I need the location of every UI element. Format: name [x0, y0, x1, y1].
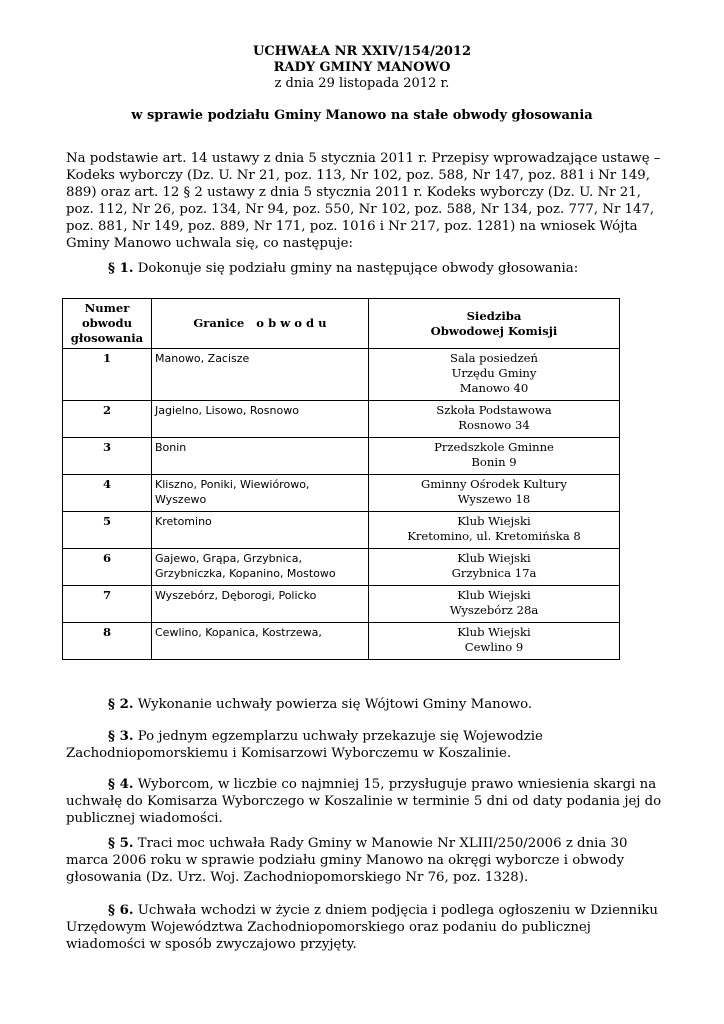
section-text: Wykonanie uchwały powierza się Wójtowi Gminy Manowo. — [137, 697, 533, 712]
council-name: RADY GMINY MANOWO — [273, 60, 451, 75]
table-row — [63, 475, 620, 512]
header-seat: Siedziba Obwodowej Komisji — [369, 299, 620, 349]
district-borders: Wyszebórz, Dęborogi, Policko — [152, 586, 369, 623]
table-row — [63, 549, 620, 586]
district-seat: Klub Wiejski Wyszebórz 28a — [369, 586, 620, 623]
district-seat: Sala posiedzeń Urzędu Gminy Manowo 40 — [369, 349, 620, 401]
section-5 — [66, 835, 666, 886]
section-symbol: § 3. — [108, 729, 134, 744]
resolution-subject: w sprawie podziału Gminy Manowo na stałe obwody głosowania — [131, 108, 593, 123]
district-seat: Klub Wiejski Grzybnica 17a — [369, 549, 620, 586]
district-borders: Gajewo, Grąpa, Grzybnica, Grzybniczka, Kopanino, Mostowo — [152, 549, 369, 586]
district-borders: Bonin — [152, 438, 369, 475]
section-2 — [66, 696, 666, 713]
table-row — [63, 623, 620, 660]
preamble: Na podstawie art. 14 ustawy z dnia 5 stycznia 2011 r. Przepisy wprowadzające ustawę – Kodeks wyborczy (Dz. U. Nr 21, poz. 113, Nr 102, poz. 588, Nr 147, poz. 881 i Nr 149, 889) oraz art. 12 § 2 ustawy z dnia 5 stycznia 2011 r. Kodeks wyborczy (Dz. U. Nr 21, poz. 112, Nr 26, poz. 134, Nr 94, poz. 550, Nr 102, poz. 588, Nr 134, poz. 777, Nr 147, poz. 881, Nr 149, poz. 889, Nr 171, poz. 1016 i Nr 217, poz. 1281) na wniosek Wójta Gminy Manowo uchwala się, co następuje: — [66, 151, 661, 251]
district-borders: Kretomino — [152, 512, 369, 549]
section-symbol: § 1. — [108, 261, 134, 276]
district-number: 8 — [63, 623, 152, 660]
section-symbol: § 4. — [108, 777, 134, 792]
resolution-title: UCHWAŁA NR XXIV/154/2012 — [252, 44, 472, 59]
section-text: Uchwała wchodzi w życie z dniem podjęcia i podlega ogłoszeniu w Dzienniku Urzędowym Województwa Zachodniopomorskiego oraz podaniu do publicznej wiadomości w sposób zwyczajowo przyjęty. — [66, 903, 658, 952]
district-number: 3 — [63, 438, 152, 475]
table-row — [63, 438, 620, 475]
table-row — [63, 586, 620, 623]
district-seat: Szkoła Podstawowa Rosnowo 34 — [369, 401, 620, 438]
section-symbol: § 2. — [108, 697, 134, 712]
district-number: 5 — [63, 512, 152, 549]
table-row — [63, 401, 620, 438]
section-text: Wyborcom, w liczbie co najmniej 15, przysługuje prawo wniesienia skargi na uchwałę do Komisarza Wyborczego w Koszalinie w terminie 5 dni od daty podania jej do publicznej wiadomości. — [66, 777, 662, 826]
district-borders: Manowo, Zacisze — [152, 349, 369, 401]
voting-districts-table — [62, 298, 620, 660]
district-borders: Kliszno, Poniki, Wiewiórowo, Wyszewo — [152, 475, 369, 512]
section-3 — [66, 728, 666, 762]
section-text: Traci moc uchwała Rady Gminy w Manowie Nr XLIII/250/2006 z dnia 30 marca 2006 roku w sprawie podziału gminy Manowo na okręgi wyborcze i obwody głosowania (Dz. Urz. Woj. Zachodniopomorskiego Nr 76, poz. 1328). — [66, 836, 628, 885]
section-text: Dokonuje się podziału gminy na następujące obwody głosowania: — [137, 261, 579, 276]
header-borders: Granice o b w o d u — [152, 299, 369, 349]
section-text: Po jednym egzemplarzu uchwały przekazuje się Wojewodzie Zachodniopomorskiemu i Komisarzowi Wyborczemu w Koszalinie. — [66, 729, 543, 761]
district-seat: Klub Wiejski Kretomino, ul. Kretomińska 8 — [369, 512, 620, 549]
district-borders: Cewlino, Kopanica, Kostrzewa, — [152, 623, 369, 660]
district-number: 4 — [63, 475, 152, 512]
district-borders: Jagielno, Lisowo, Rosnowo — [152, 401, 369, 438]
section-6 — [66, 902, 666, 953]
section-symbol: § 6. — [108, 903, 134, 918]
section-4 — [66, 776, 666, 827]
resolution-date: z dnia 29 listopada 2012 r. — [274, 76, 450, 91]
district-number: 7 — [63, 586, 152, 623]
header-number: Numer obwodu głosowania — [63, 299, 152, 349]
district-seat: Gminny Ośrodek Kultury Wyszewo 18 — [369, 475, 620, 512]
district-number: 1 — [63, 349, 152, 401]
district-seat: Klub Wiejski Cewlino 9 — [369, 623, 620, 660]
district-seat: Przedszkole Gminne Bonin 9 — [369, 438, 620, 475]
table-row — [63, 512, 620, 549]
table-row — [63, 349, 620, 401]
section-1 — [66, 260, 666, 277]
section-symbol: § 5. — [108, 836, 134, 851]
district-number: 6 — [63, 549, 152, 586]
table-header-row — [63, 299, 620, 349]
district-number: 2 — [63, 401, 152, 438]
